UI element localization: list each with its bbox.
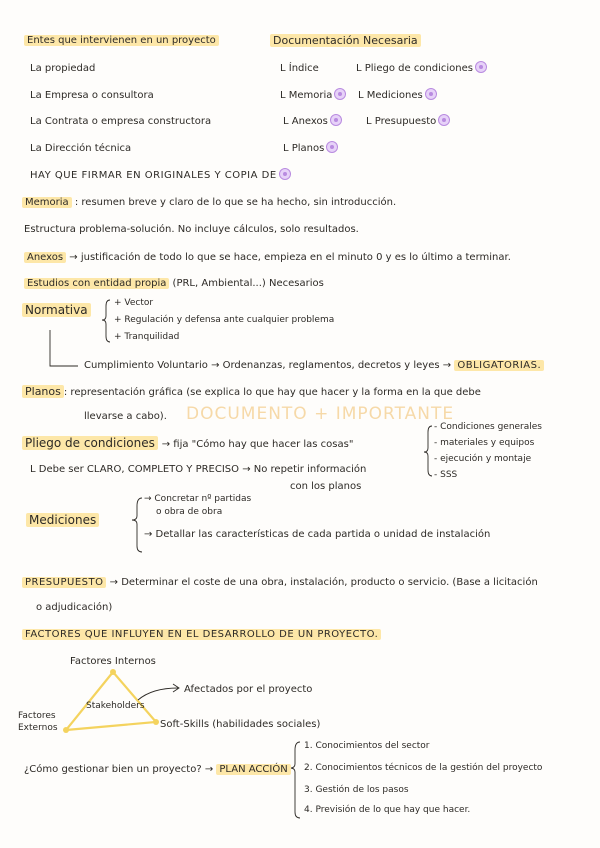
doc-item: L Pliego de condiciones	[356, 62, 487, 75]
mediciones-item: o obra de obra	[156, 507, 223, 517]
pliego-line: Pliego de condiciones → fija "Cómo hay que hacer las cosas"	[22, 437, 353, 451]
normativa-item: + Tranquilidad	[114, 332, 180, 342]
memoria-line: Memoria : resumen breve y claro de lo que se ha hecho, sin introducción.	[22, 196, 396, 209]
doc-item: L Mediciones	[358, 89, 437, 102]
important-icon	[475, 61, 487, 73]
doc-item: L Planos	[283, 142, 338, 155]
doc-item: L Presupuesto	[366, 115, 450, 128]
doc-item: L Memoria	[280, 89, 346, 102]
documentacion-header: Documentación Necesaria	[270, 34, 421, 47]
mediciones-label: Mediciones	[26, 514, 99, 527]
plan-item: 2. Conocimientos técnicos de la gestión del proyecto	[304, 763, 543, 773]
presupuesto-line: PRESUPUESTO → Determinar el coste de una obra, instalación, producto o servicio. (Base a licitación	[22, 576, 538, 589]
pliego-item: - Condiciones generales	[434, 422, 542, 432]
stakeholders-label: Stakeholders	[86, 701, 145, 711]
ente-item: La Contrata o empresa constructora	[30, 116, 212, 127]
important-icon	[279, 168, 291, 180]
pliego-item: - ejecución y montaje	[434, 454, 532, 464]
normativa-item: + Regulación y defensa ante cualquier problema	[114, 315, 335, 325]
important-icon	[334, 88, 346, 100]
normativa-label: Normativa	[22, 304, 91, 317]
doc-item: L Anexos	[283, 115, 342, 128]
pliego-item: - materiales y equipos	[434, 438, 535, 448]
entes-header: Entes que intervienen en un proyecto	[24, 34, 219, 47]
important-icon	[326, 141, 338, 153]
planos-line: Planos : representación gráfica (se explica lo que hay que hacer y la forma en la que debe	[22, 385, 481, 399]
plan-item: 1. Conocimientos del sector	[304, 741, 430, 751]
firmar-note: HAY QUE FIRMAR EN ORIGINALES Y COPIA DE	[30, 169, 291, 182]
important-icon	[425, 88, 437, 100]
plan-item: 3. Gestión de los pasos	[304, 785, 409, 795]
soft-skills-label: Soft-Skills (habilidades sociales)	[160, 719, 321, 730]
anexos-line: Anexos → justificación de todo lo que se hace, empieza en el minuto 0 y es lo último a terminar.	[24, 251, 511, 264]
debe-ser-line: L Debe ser CLARO, COMPLETO Y PRECISO → No repetir información	[30, 464, 367, 475]
important-icon	[438, 114, 450, 126]
doc-item: L Índice	[280, 63, 319, 74]
normativa-item: + Vector	[114, 298, 154, 308]
mediciones-item: → Concretar nº partidas	[144, 494, 252, 504]
important-icon	[330, 114, 342, 126]
debe-ser-line-2: con los planos	[290, 481, 362, 492]
factores-externos-label: Factores Externos	[18, 711, 58, 733]
pliego-item: - SSS	[434, 470, 458, 480]
presupuesto-line-2: o adjudicación)	[36, 602, 113, 613]
ente-item: La propiedad	[30, 63, 96, 74]
documento-importante: DOCUMENTO + IMPORTANTE	[186, 404, 455, 424]
gestionar-line: ¿Cómo gestionar bien un proyecto? → PLAN ACCIÓN	[24, 763, 291, 776]
ente-item: La Empresa o consultora	[30, 90, 154, 101]
estudios-line: Estudios con entidad propia (PRL, Ambiental...) Necesarios	[24, 277, 324, 290]
factores-internos-label: Factores Internos	[70, 656, 156, 667]
mediciones-item: → Detallar las características de cada partida o unidad de instalación	[144, 529, 491, 540]
planos-line-2: llevarse a cabo).	[84, 411, 167, 422]
plan-item: 4. Previsión de lo que hay que hacer.	[304, 805, 471, 815]
memoria-line-2: Estructura problema-solución. No incluye cálculos, solo resultados.	[24, 224, 359, 235]
ente-item: La Dirección técnica	[30, 143, 132, 154]
factores-header: FACTORES QUE INFLUYEN EN EL DESARROLLO DE UN PROYECTO.	[22, 628, 381, 641]
cumplimiento-line: Cumplimiento Voluntario → Ordenanzas, reglamentos, decretos y leyes → OBLIGATORIAS.	[84, 359, 544, 372]
afectados-label: Afectados por el proyecto	[184, 684, 313, 695]
